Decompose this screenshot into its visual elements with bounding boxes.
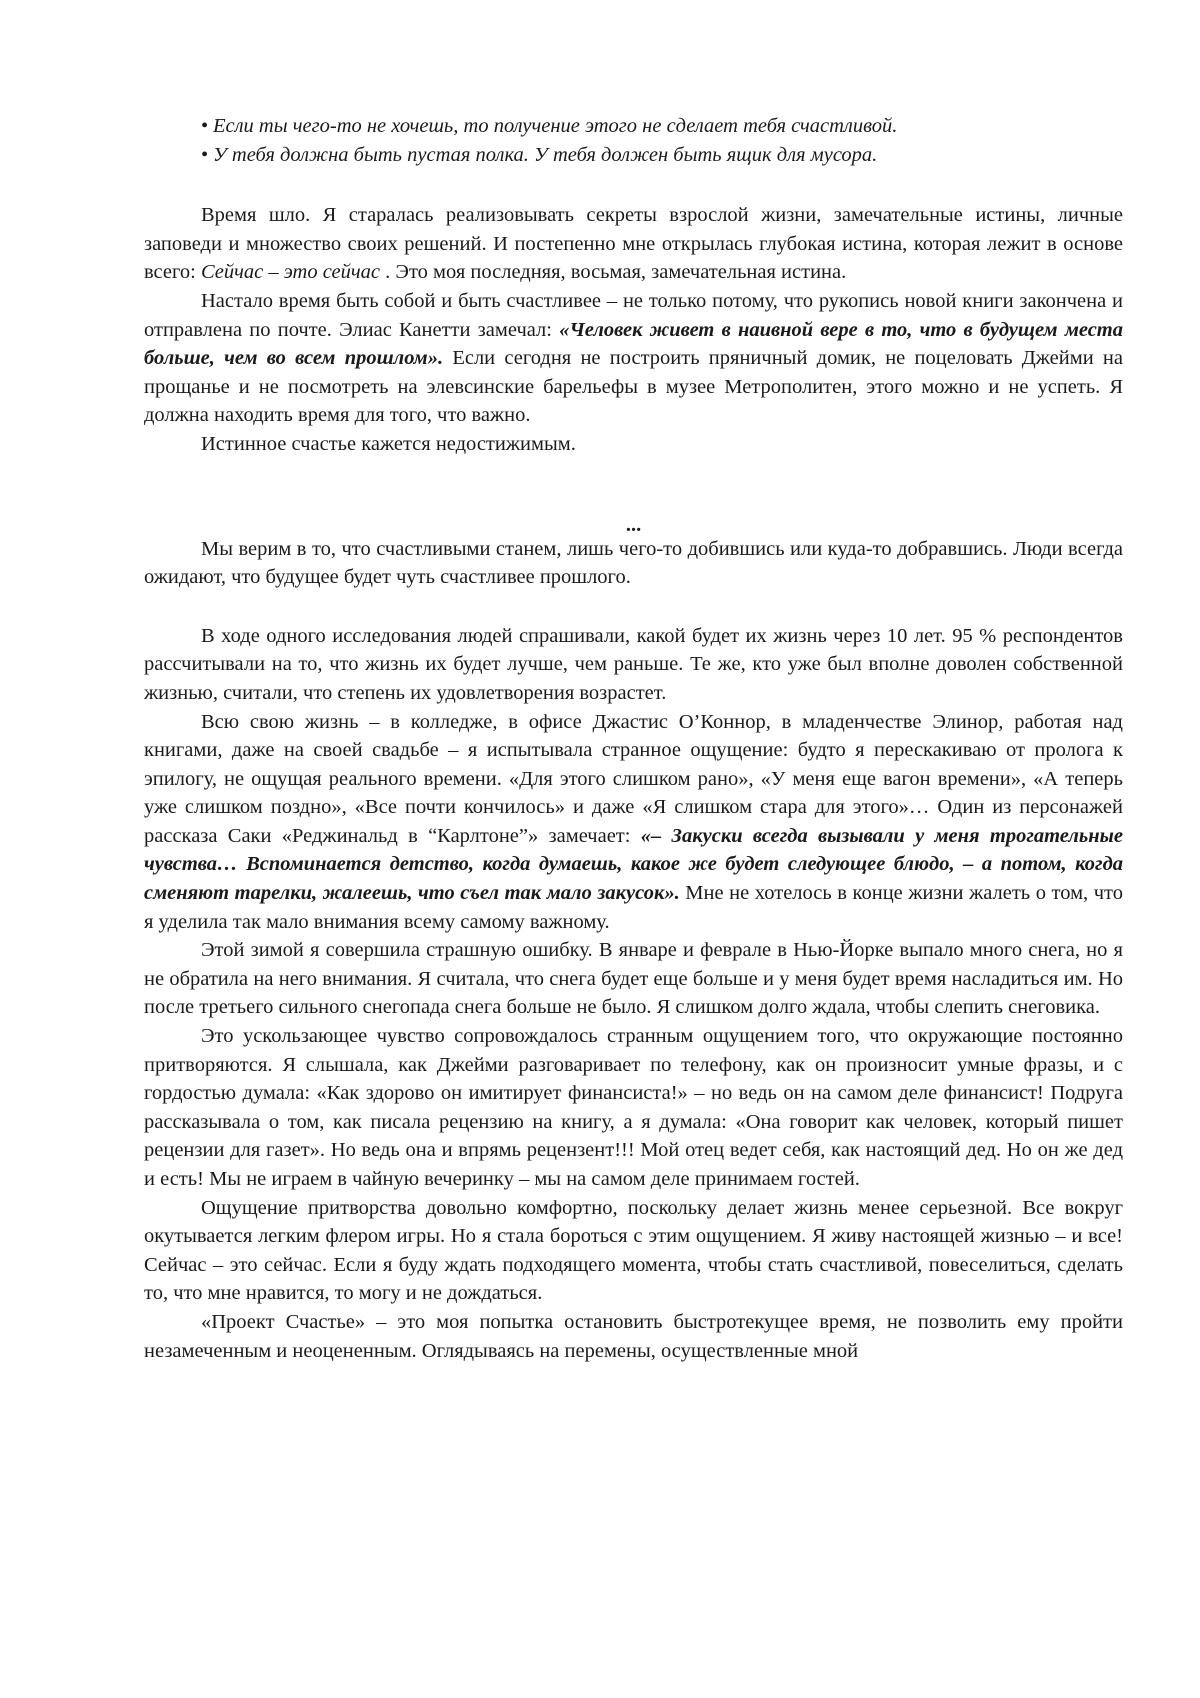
paragraph-true-happiness [144,430,1123,459]
quote-text: «– Закуски всегда вызывали у меня трогательные чувства… Вспоминается детство, когда думаешь, какое же будет следующее блюдо, – а потом, когда сменяют тарелки, жалеешь, что съел так мало закусок». [144,824,1123,905]
paragraph-whole-life [144,708,1123,937]
paragraph-text: Мне не хотелось в конце жизни жалеть о том, что я уделила так мало внимания всему самому важному. [144,882,1123,933]
paragraph-text: Всю свою жизнь – в колледже, в офисе Джастис О’Коннор, в младенчестве Элинор, работая над книгами, даже на своей свадьбе – я испытывала странное ощущение: будто я перескакиваю от пролога к эпилогу, не ощущая реального времени. «Для этого слишком рано», «У меня еще вагон времени», «А теперь уже слишком поздно», «Все почти кончилось» и даже «Я слишком стара для этого»… Один из персонажей рассказа Саки «Реджинальд в “Карлтоне”» замечает: [144,710,1123,847]
paragraph-text: Истинное счастье кажется недостижимым. [201,432,576,455]
paragraph-we-believe [144,535,1123,592]
paragraph-text: Настало время быть собой и быть счастливее – не только потому, что рукопись новой книги закончена и отправлена по почте. Элиас Канетти замечал: [144,289,1123,341]
list-item [144,141,1123,170]
section-divider: ... [625,513,642,536]
paragraph-project [144,1308,1123,1365]
list-item [144,112,1123,141]
paragraph-time-passed [144,201,1123,287]
bullet-list [144,112,1123,169]
paragraph-winter [144,936,1123,1022]
paragraph-comfort [144,1194,1123,1308]
paragraph-pretending [144,1022,1123,1194]
spacer [144,592,1123,622]
paragraph-text: Если сегодня не построить пряничный домик, не поцеловать Джейми на прощанье и не посмотреть на элевсинские барельефы в музее Метрополитен, этого можно и не успеть. Я должна находить время для того, что важно. [144,347,1123,427]
paragraph-text: Это ускользающее чувство сопровождалось странным ощущением того, что окружающие постоянно притворяются. Я слышала, как Джейми разговаривает по телефону, как он произносит умные фразы, и с гордостью думала: «Как здорово он имитирует финансиста!» – но ведь он на самом деле финансист! Подруга рассказывала о том, как писала рецензию на книгу, а я думала: «Она говорит как человек, который пишет рецензии для газет». Но ведь она и впрямь рецензент!!! Мой отец ведет себя, как настоящий дед. Но он же дед и есть! Мы не играем в чайную вечеринку – мы на самом деле принимаем гостей. [144,1025,1123,1190]
bullet-icon: • [201,115,209,137]
bullet-text: Если ты чего-то не хочешь, то получение этого не сделает тебя счастливой. [213,115,898,137]
quote-text: «Человек живет в наивной вере в то, что в будущем места больше, чем во всем прошлом». [144,318,1123,370]
page-content [144,112,1123,1365]
bullet-text: У тебя должна быть пустая полка. У тебя должен быть ящик для мусора. [213,143,878,166]
spacer [144,459,1123,515]
paragraph-text: Ощущение притворства довольно комфортно, поскольку делает жизнь менее серьезной. Все вокруг окутывается легким флером игры. Но я стала бороться с этим ощущением. Я живу настоящей жизнью – и все! Сейчас – это сейчас. Если я буду ждать подходящего момента, чтобы стать счастливой, повеселиться, сделать то, что мне нравится, то могу и не дождаться. [144,1196,1123,1305]
paragraph-text: Мы верим в то, что счастливыми станем, лишь чего-то добившись или куда-то добравшись. Люди всегда ожидают, что будущее будет чуть счастливее прошлого. [144,537,1123,589]
emphasis-text: Сейчас – это сейчас [200,261,381,284]
bullet-icon: • [201,143,209,166]
paragraph-text: В ходе одного исследования людей спрашивали, какой будет их жизнь через 10 лет. 95 % респондентов рассчитывали на то, что жизнь их будет лучше, чем раньше. Те же, кто уже был вполне доволен собственной жизнью, считали, что степень их удовлетворения возрастет. [144,624,1123,704]
paragraph-text: Этой зимой я совершила страшную ошибку. В январе и феврале в Нью-Йорке выпало много снега, но я не обратила на него внимания. Я считала, что снега будет еще больше и у меня будет время насладиться им. Но после третьего сильного снегопада снега больше не было. Я слишком долго ждала, чтобы слепить снеговика. [144,939,1123,1019]
paragraph-text: . Это моя последняя, восьмая, замечательная истина. [380,261,847,284]
paragraph-text: «Проект Счастье» – это моя попытка остановить быстротекущее время, не позволить ему пройти незамеченным и неоцененным. Оглядываясь на перемены, осуществленные мной [144,1310,1123,1362]
paragraph-text: Время шло. Я старалась реализовывать секреты взрослой жизни, замечательные истины, личные заповеди и множество своих решений. И постепенно мне открылась глубокая истина, которая лежит в основе всего: [144,204,1123,284]
paragraph-study [144,622,1123,708]
spacer [144,169,1123,201]
paragraph-canetti [144,287,1123,430]
